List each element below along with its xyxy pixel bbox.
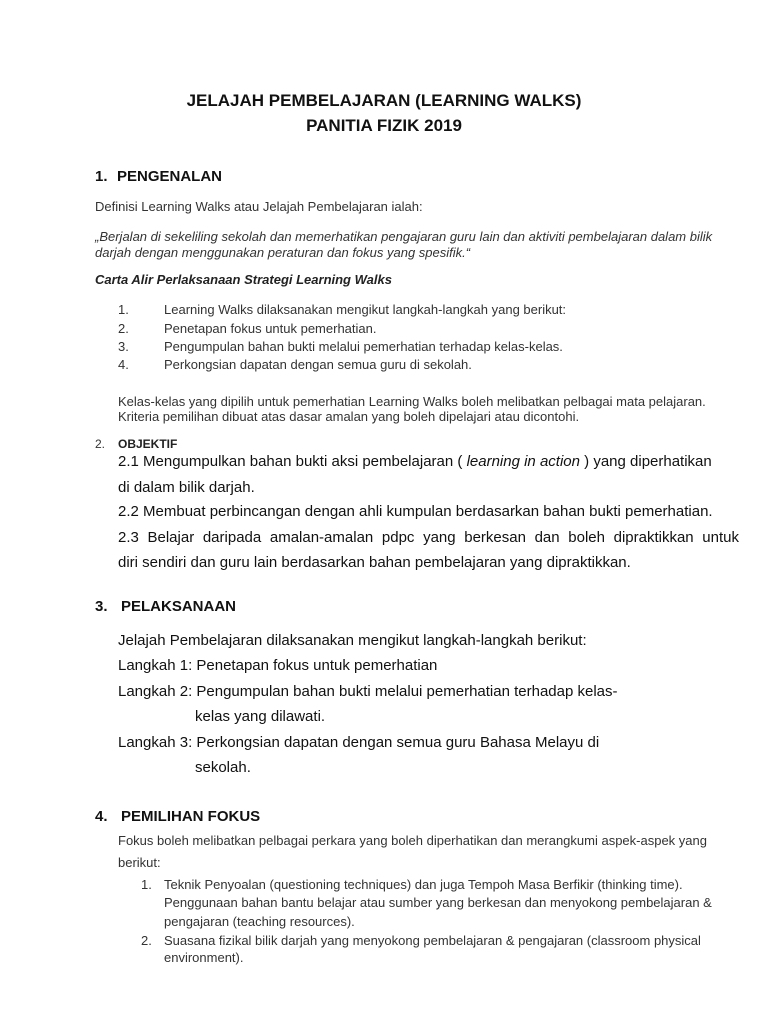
objective-2-1-line-1 [118, 453, 712, 470]
list-item-number: 3. [118, 339, 129, 354]
objective-emphasis: learning in action [466, 453, 580, 470]
focus-item-2-line-2: environment). [164, 950, 244, 965]
objective-2-3-line-2: diri sendiri dan guru lain berdasarkan bahan pembelajaran yang dipraktikkan. [118, 554, 631, 571]
list-item: Pengumpulan bahan bukti melalui pemerhatian terhadap kelas-kelas. [164, 339, 563, 354]
list-item-number: 4. [118, 357, 129, 372]
objective-2-3-line-1: 2.3 Belajar daripada amalan-amalan pdpc yang berkesan dan boleh dipraktikkan untuk [118, 529, 739, 546]
focus-item-1-line-2: Penggunaan bahan bantu belajar atau sumber yang berkesan dan menyokong pembelajaran & [164, 895, 712, 910]
section-2-heading: OBJEKTIF [118, 437, 178, 451]
document-title: JELAJAH PEMBELAJARAN (LEARNING WALKS) [186, 91, 582, 110]
focus-item-2-line-1: Suasana fizikal bilik darjah yang menyokong pembelajaran & pengajaran (classroom physical [164, 933, 701, 948]
focus-item-1-line-1: Teknik Penyoalan (questioning techniques) dan juga Tempoh Masa Berfikir (thinking time). [164, 877, 683, 892]
focus-item-1-line-3: pengajaran (teaching resources). [164, 914, 355, 929]
objective-2-2: 2.2 Membuat perbincangan dengan ahli kumpulan berdasarkan bahan bukti pemerhatian. [118, 503, 713, 520]
implementation-intro: Jelajah Pembelajaran dilaksanakan mengikut langkah-langkah berikut: [118, 632, 587, 649]
section-4-heading [95, 808, 260, 825]
note-line-2: Kriteria pemilihan dibuat atas dasar amalan yang boleh dipelajari atau dicontohi. [118, 409, 580, 424]
section-number: 3. [95, 598, 108, 615]
note-line-1: Kelas-kelas yang dipilih untuk pemerhatian Learning Walks boleh melibatkan pelbagai mata pelajaran. [118, 394, 706, 409]
implementation-step-3-line-2: sekolah. [195, 759, 251, 776]
flow-chart-heading: Carta Alir Perlaksanaan Strategi Learning Walks [95, 272, 392, 287]
implementation-step-2-line-2: kelas yang dilawati. [195, 708, 326, 725]
list-item: Penetapan fokus untuk pemerhatian. [164, 321, 377, 336]
objective-text: ) yang diperhatikan [584, 453, 712, 470]
definition-quote-line-1: „Berjalan di sekeliling sekolah dan memerhatikan pengajaran guru lain dan aktiviti pembelajaran dalam bilik [95, 229, 713, 244]
objective-2-1-line-2: di dalam bilik darjah. [118, 479, 255, 496]
objective-text: 2.1 Mengumpulkan bahan bukti aksi pembelajaran ( [118, 453, 463, 470]
definition-quote-line-2: darjah dengan menggunakan peraturan dan fokus yang spesifik.“ [95, 245, 471, 260]
definition-intro: Definisi Learning Walks atau Jelajah Pembelajaran ialah: [95, 199, 423, 214]
list-item-number: 2. [141, 933, 152, 948]
list-item-number: 1. [118, 302, 129, 317]
section-title: PENGENALAN [117, 168, 223, 185]
focus-intro-line-1: Fokus boleh melibatkan pelbagai perkara yang boleh diperhatikan dan merangkumi aspek-aspek yang [118, 833, 707, 848]
list-item: Learning Walks dilaksanakan mengikut langkah-langkah yang berikut: [164, 302, 567, 317]
section-number: 1. [95, 168, 108, 185]
section-3-heading [95, 598, 236, 615]
implementation-step-2-line-1: Langkah 2: Pengumpulan bahan bukti melalui pemerhatian terhadap kelas- [118, 683, 618, 700]
implementation-step-3-line-1: Langkah 3: Perkongsian dapatan dengan semua guru Bahasa Melayu di [118, 734, 600, 751]
list-item-number: 2. [118, 321, 129, 336]
section-number: 4. [95, 808, 108, 825]
implementation-step-1: Langkah 1: Penetapan fokus untuk pemerhatian [118, 657, 438, 674]
section-title: PEMILIHAN FOKUS [121, 808, 261, 825]
focus-intro-line-2: berikut: [118, 855, 161, 870]
list-item: Perkongsian dapatan dengan semua guru di sekolah. [164, 357, 472, 372]
document-subtitle: PANITIA FIZIK 2019 [306, 116, 462, 135]
section-2-number: 2. [95, 437, 106, 451]
list-item-number: 1. [141, 877, 152, 892]
section-1-heading [95, 168, 222, 185]
section-title: PELAKSANAAN [121, 598, 237, 615]
